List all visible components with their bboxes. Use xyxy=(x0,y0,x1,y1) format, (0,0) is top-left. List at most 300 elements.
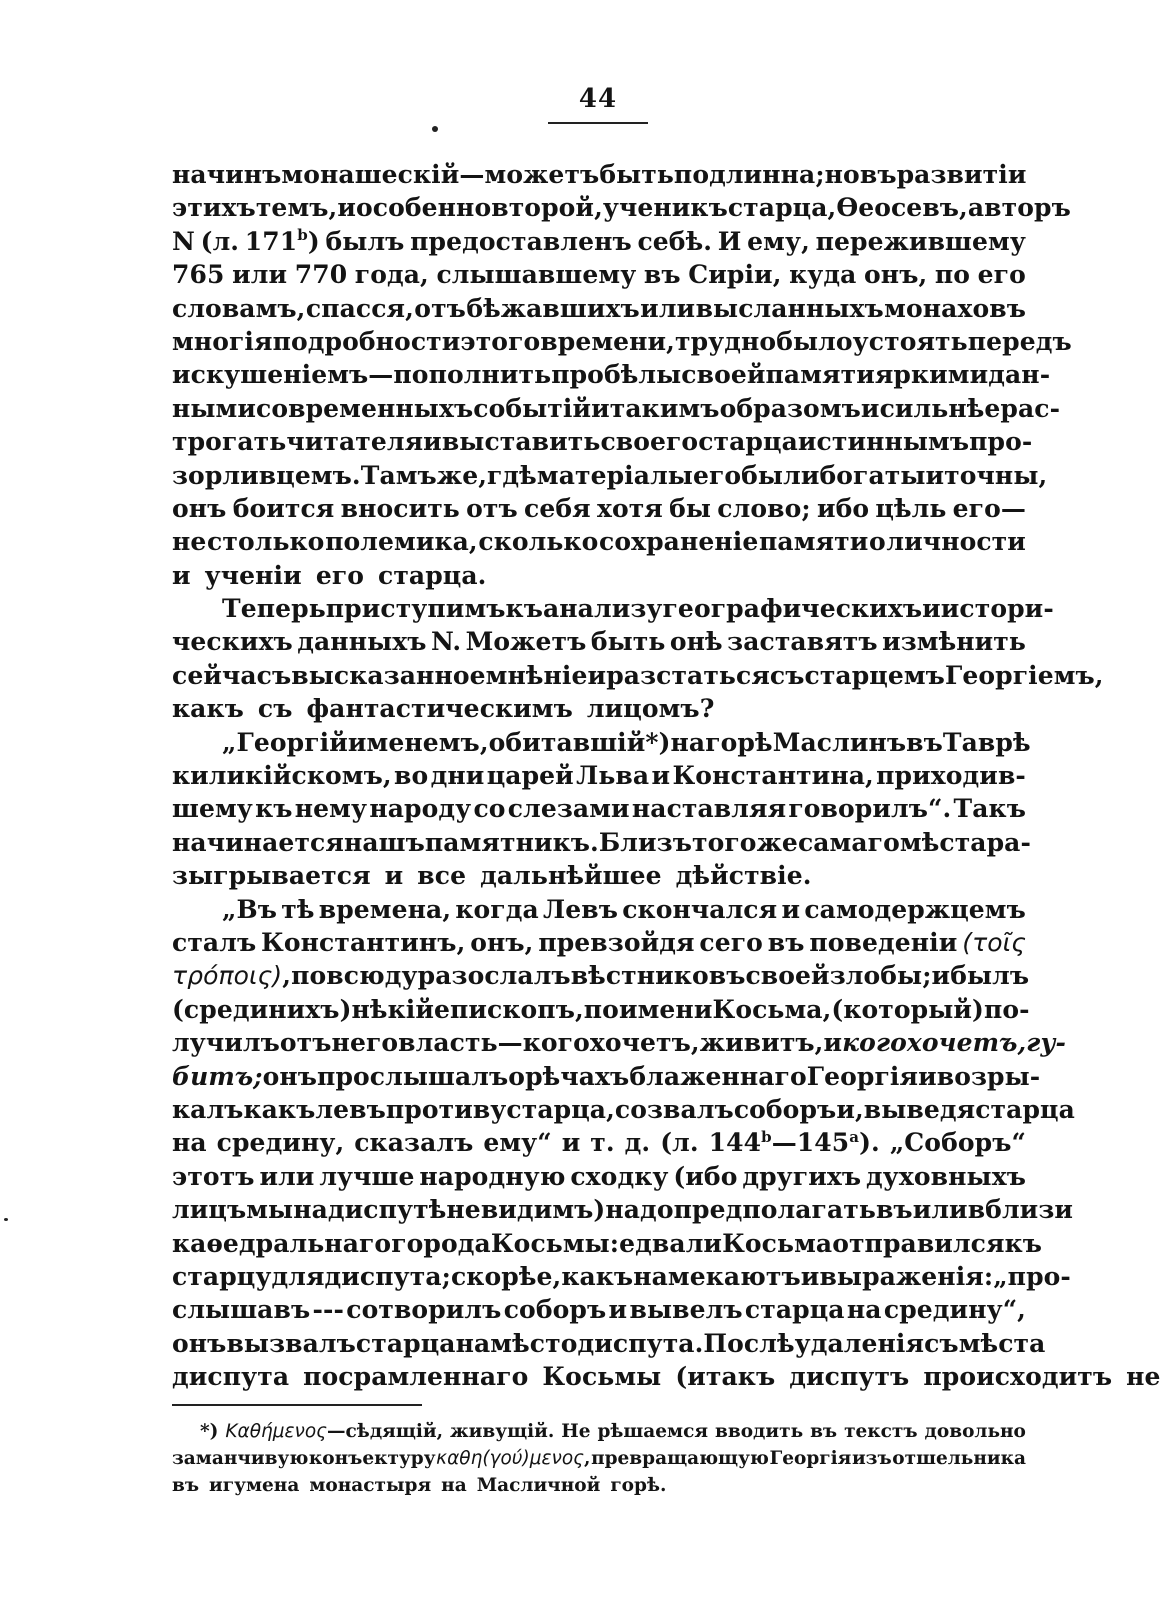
text-word: „Соборъ“ xyxy=(889,1128,1026,1158)
text-word: разослалъ xyxy=(417,961,571,991)
text-word: 765 xyxy=(172,260,225,290)
footnote-word: монастыря xyxy=(309,1475,432,1496)
text-line xyxy=(172,959,1030,992)
text-word: ибо xyxy=(816,493,870,523)
text-word: и xyxy=(925,460,945,490)
text-word: онъ xyxy=(172,493,227,523)
footnote-word: игумена xyxy=(209,1475,300,1496)
text-word: полемика, xyxy=(325,527,478,557)
text-word: старца xyxy=(698,427,798,457)
text-word: него xyxy=(331,1028,399,1058)
text-word: этихъ xyxy=(172,193,256,223)
text-word: мѣста xyxy=(958,1328,1046,1358)
text-word: во xyxy=(394,761,429,791)
text-word: какъ xyxy=(561,1261,634,1291)
text-word: каѳедральнаго xyxy=(172,1228,392,1258)
text-word: сего xyxy=(699,927,763,957)
text-word: Георгіемъ, xyxy=(944,660,1104,690)
text-word: Константина, xyxy=(672,761,874,791)
text-word: когда xyxy=(455,894,539,924)
text-word: диспутѣ xyxy=(327,1195,447,1225)
text-word: на xyxy=(172,160,207,189)
text-word: передъ xyxy=(967,326,1072,356)
text-word: т. xyxy=(590,1128,615,1158)
text-word: и xyxy=(823,1028,843,1058)
text-word: не xyxy=(172,527,207,557)
text-word: монаховъ xyxy=(884,293,1026,323)
text-word: д. xyxy=(624,1128,651,1158)
footnote-word: живущій. xyxy=(449,1421,555,1442)
text-word: отправился xyxy=(832,1228,1005,1258)
text-word: года, xyxy=(354,260,429,290)
text-word: онѣ xyxy=(669,627,723,657)
text-word: къ xyxy=(505,594,543,624)
text-word: къ xyxy=(255,794,293,824)
text-word: въ xyxy=(875,1195,913,1225)
text-word: ему, xyxy=(747,226,810,256)
text-word: были xyxy=(741,460,820,490)
text-word: посрамленнаго xyxy=(303,1362,529,1392)
text-word: рѣчахъ xyxy=(525,1061,630,1091)
text-word: старца xyxy=(355,1328,456,1358)
text-word: спасся, xyxy=(305,293,414,323)
text-word: выраженія: xyxy=(819,1261,994,1291)
text-word: приступимъ xyxy=(325,594,506,624)
text-word: рас- xyxy=(1000,393,1061,423)
text-line xyxy=(172,358,1051,391)
text-line xyxy=(172,926,1026,959)
text-word: того xyxy=(692,827,757,857)
text-word: и xyxy=(860,393,880,423)
text-word: и xyxy=(561,1128,581,1158)
text-word: едва xyxy=(619,1228,686,1258)
text-word: *) xyxy=(645,727,671,757)
text-word: онъ xyxy=(262,1061,318,1091)
text-word: разстаться xyxy=(606,660,770,690)
text-line xyxy=(172,392,1061,425)
text-word: онъ, xyxy=(864,260,928,290)
text-word: старцу xyxy=(172,1261,272,1291)
text-word: личности xyxy=(886,527,1026,557)
footnote xyxy=(172,1418,1026,1499)
text-word: наставляя xyxy=(631,794,787,824)
text-line xyxy=(172,1260,1071,1293)
text-line xyxy=(172,625,1026,658)
text-word: не xyxy=(446,1195,481,1225)
text-word: въ xyxy=(906,727,943,757)
text-word: хотя xyxy=(596,493,663,523)
text-word: соборъ xyxy=(503,1295,607,1325)
text-line xyxy=(172,525,1026,558)
text-word: и xyxy=(922,594,941,624)
text-word: вносить xyxy=(340,493,460,523)
text-word: пережившему xyxy=(815,226,1026,256)
text-word: себѣ. xyxy=(637,226,713,256)
text-word: отъ xyxy=(414,293,466,323)
ink-speck xyxy=(432,126,438,132)
text-word: этого xyxy=(460,326,541,356)
text-word: слезами xyxy=(507,794,630,824)
text-word: памяти xyxy=(765,360,875,390)
text-word: Маслинъ xyxy=(772,727,907,757)
footnote-word: рѣшаемся xyxy=(597,1421,709,1442)
text-word: N. xyxy=(431,627,462,657)
text-word: куда xyxy=(789,260,857,290)
text-line xyxy=(172,893,1026,926)
footnote-word: Καθήμενος—сѣдящій, xyxy=(225,1421,444,1442)
text-word: имени xyxy=(618,994,713,1024)
text-word: (τοῖς xyxy=(962,927,1026,957)
text-word: памяти xyxy=(759,527,869,557)
text-word: сказалъ xyxy=(354,1128,474,1158)
text-word: отъ xyxy=(279,1028,332,1058)
text-word: или xyxy=(259,1161,315,1191)
text-line xyxy=(172,859,1026,892)
text-line xyxy=(172,258,1026,291)
text-word: онъ xyxy=(172,1328,227,1358)
text-word: чинъ xyxy=(206,160,282,189)
text-word: „Георгій xyxy=(222,727,348,757)
text-word: богаты xyxy=(819,460,926,490)
text-line xyxy=(172,1227,1042,1260)
main-text xyxy=(172,158,1161,1393)
text-word: его xyxy=(692,460,742,490)
text-word: матеріалы xyxy=(536,460,693,490)
text-word: по xyxy=(934,260,971,290)
footnote-word: превращающую xyxy=(591,1448,769,1469)
text-word: сталъ xyxy=(172,927,257,957)
text-word: --- xyxy=(312,1295,344,1325)
text-word: не xyxy=(1126,1362,1161,1392)
text-word: и xyxy=(337,193,356,223)
text-word: Сиріи, xyxy=(688,260,782,290)
text-word: власть—кого xyxy=(398,1028,590,1058)
text-word: высказанное xyxy=(291,660,486,690)
footnote-word: Масличной xyxy=(476,1475,601,1496)
text-word: мнѣніе xyxy=(485,660,588,690)
text-word: епископъ, xyxy=(434,994,584,1024)
text-word: дальнѣйшее xyxy=(480,861,662,891)
text-line xyxy=(172,225,1026,258)
text-word: и xyxy=(781,894,801,924)
text-word: сходку xyxy=(570,1161,669,1191)
text-word: событій xyxy=(473,393,592,423)
footnote-word: въ xyxy=(810,1421,838,1442)
text-word: ученіи xyxy=(204,560,302,590)
text-word: противу xyxy=(385,1094,507,1124)
text-word: и xyxy=(587,660,607,690)
text-word: искушеніемъ xyxy=(172,360,369,390)
text-word: (среди xyxy=(172,994,269,1024)
text-word: и xyxy=(423,427,442,457)
text-word: ными xyxy=(172,393,257,423)
text-word: И xyxy=(717,226,742,256)
text-word: онъ, xyxy=(470,927,534,957)
text-word: его— xyxy=(952,493,1026,523)
text-word: въ xyxy=(643,260,681,290)
text-word: лучше xyxy=(319,1161,415,1191)
text-word: и xyxy=(608,1295,628,1325)
text-word: о xyxy=(869,527,886,557)
text-word: яркими xyxy=(874,360,989,390)
text-word: и xyxy=(591,393,610,423)
text-line xyxy=(172,826,1031,859)
text-word: было xyxy=(776,326,853,356)
text-word: диспута; xyxy=(324,1261,451,1291)
text-word: Льва xyxy=(576,761,650,791)
text-word: Константинъ, xyxy=(261,927,466,957)
text-word: сколько xyxy=(478,527,599,557)
text-word: современныхъ xyxy=(256,393,474,423)
text-word: гу- xyxy=(1026,1028,1066,1058)
footnote-word: конъектуру xyxy=(308,1448,436,1469)
text-word: Косьма xyxy=(722,1228,833,1258)
footnote-word: на xyxy=(441,1475,467,1496)
text-word: хочетъ, xyxy=(589,1028,700,1058)
text-word: на xyxy=(293,1195,328,1225)
text-word: вблизи xyxy=(967,1195,1074,1225)
footnote-word: горѣ. xyxy=(610,1475,667,1496)
text-word: второй, xyxy=(491,193,603,223)
text-word: развитіи xyxy=(896,160,1027,189)
text-line xyxy=(172,993,1030,1026)
text-word: выведя xyxy=(863,1094,976,1124)
text-word: столько xyxy=(207,527,325,557)
text-word: времена, xyxy=(318,894,452,924)
text-word: со xyxy=(473,794,506,824)
text-word: съ xyxy=(769,660,805,690)
text-word: самаго xyxy=(797,827,900,857)
text-word: гдѣ xyxy=(487,460,537,490)
text-line xyxy=(172,158,1026,191)
text-word: этотъ xyxy=(172,1161,255,1191)
footnote-word: текстъ xyxy=(844,1421,918,1442)
text-word: (ибо xyxy=(673,1161,738,1191)
text-word: цѣль xyxy=(875,493,947,523)
text-word: ученикъ xyxy=(602,193,728,223)
text-line xyxy=(172,559,1026,592)
text-word: образомъ xyxy=(719,393,861,423)
text-word: 171b) xyxy=(244,226,320,256)
text-line xyxy=(172,659,1104,692)
text-word: нашъ xyxy=(343,827,425,857)
footnote-word: Не xyxy=(561,1421,591,1442)
text-word: другихъ xyxy=(742,1161,862,1191)
text-word: „Въ xyxy=(222,894,277,924)
text-word: съ xyxy=(924,1328,959,1358)
text-word: или xyxy=(232,260,288,290)
text-word: хочетъ, xyxy=(906,1028,1027,1058)
text-word: зорливцемъ. xyxy=(172,460,361,490)
text-word: „про- xyxy=(993,1261,1071,1291)
text-word: прослышалъ xyxy=(317,1061,509,1091)
text-word: (итакъ xyxy=(675,1362,776,1392)
text-word: же xyxy=(756,827,798,857)
text-word: слышавъ xyxy=(172,1295,311,1325)
text-word: Можетъ xyxy=(465,627,587,657)
text-word: авторъ xyxy=(967,193,1071,223)
text-word: старца xyxy=(975,1094,1075,1124)
text-word: злобы; xyxy=(829,961,932,991)
text-word: вѣстниковъ xyxy=(570,961,746,991)
text-word: о xyxy=(508,1061,526,1091)
text-word: Близъ xyxy=(598,827,693,857)
text-line xyxy=(172,292,1026,325)
text-word: фантастическимъ xyxy=(306,694,573,724)
text-word: намекаютъ xyxy=(633,1261,801,1291)
text-word: повсюду xyxy=(291,961,418,991)
text-word: сильнѣе xyxy=(879,393,1001,423)
text-word: себя xyxy=(524,493,591,523)
text-line xyxy=(172,1160,1026,1193)
text-line xyxy=(172,1026,1066,1059)
text-word: и xyxy=(651,761,671,791)
footnote-line xyxy=(172,1418,1026,1445)
text-word: диспута xyxy=(172,1362,290,1392)
text-line xyxy=(172,1093,1075,1126)
text-word: 144b—145a). xyxy=(708,1128,880,1158)
text-word: читателя xyxy=(286,427,424,457)
text-word: лучилъ xyxy=(172,1028,280,1058)
text-word: бы xyxy=(669,493,712,523)
text-word: времени, xyxy=(540,326,675,356)
footnote-word: довольно xyxy=(924,1421,1026,1442)
text-word: старца xyxy=(744,1295,845,1325)
text-word: (л. xyxy=(200,226,240,256)
text-word: особенно xyxy=(356,193,492,223)
text-word: старца, xyxy=(506,1094,615,1124)
text-word: анализу xyxy=(542,594,663,624)
text-word: начинается xyxy=(172,827,344,857)
footnote-word: отшельника xyxy=(892,1448,1026,1469)
text-word: данныхъ xyxy=(297,627,427,657)
text-line xyxy=(172,459,1048,492)
text-word: ра- xyxy=(986,827,1031,857)
text-word: нему xyxy=(294,794,368,824)
text-word: предоставленъ xyxy=(410,226,632,256)
text-word: своего xyxy=(600,427,699,457)
text-word: на xyxy=(846,1295,882,1325)
text-word: старца. xyxy=(378,560,487,590)
text-word: слышавшему xyxy=(436,260,637,290)
text-word: народу xyxy=(369,794,472,824)
text-word: многія xyxy=(172,326,273,356)
text-word: быть xyxy=(590,627,666,657)
text-word: соборъ xyxy=(733,1094,837,1124)
text-word: — xyxy=(368,360,394,390)
text-word: лицомъ? xyxy=(586,694,715,724)
text-word: нихъ) xyxy=(268,994,352,1024)
text-word: (л. xyxy=(660,1128,699,1158)
text-word: битъ; xyxy=(172,1061,263,1091)
text-word: диспутъ xyxy=(789,1362,910,1392)
text-word: вызвалъ xyxy=(226,1328,356,1358)
text-word: на xyxy=(172,1128,207,1158)
text-line xyxy=(172,692,1026,725)
text-word: ему“ xyxy=(483,1128,552,1158)
footnote-word: изъ xyxy=(851,1448,892,1469)
text-word: вывелъ xyxy=(629,1295,743,1325)
page-number-rule xyxy=(548,122,648,124)
footnote-word: заманчивую xyxy=(172,1448,309,1469)
text-word: въ xyxy=(767,927,805,957)
text-word: боится xyxy=(232,493,335,523)
text-word: въ xyxy=(859,160,897,189)
text-word: Косьмы: xyxy=(490,1228,620,1258)
text-word: сотворилъ xyxy=(346,1295,502,1325)
text-word: устоять xyxy=(852,326,968,356)
text-word: живитъ, xyxy=(699,1028,824,1058)
text-word: или xyxy=(912,1195,968,1225)
text-word: темъ, xyxy=(255,193,338,223)
text-word: скорѣе, xyxy=(450,1261,562,1291)
text-word: истиннымъ xyxy=(797,427,970,457)
text-word: Георгія xyxy=(806,1061,919,1091)
text-word: дѣйствіе. xyxy=(675,861,812,891)
text-word: памятникъ. xyxy=(424,827,599,857)
text-word: по- xyxy=(983,994,1030,1024)
text-word: ческихъ xyxy=(172,627,293,657)
text-word: мы xyxy=(246,1195,294,1225)
text-word: дни xyxy=(430,761,485,791)
text-word: и xyxy=(172,560,191,590)
text-word: его xyxy=(315,560,365,590)
text-word: быть xyxy=(599,160,674,189)
text-word: своей xyxy=(745,961,830,991)
text-line xyxy=(172,191,1071,224)
text-word: пополнить xyxy=(393,360,552,390)
text-word: шему xyxy=(172,794,253,824)
text-line xyxy=(172,759,1026,792)
text-word: былъ xyxy=(325,226,405,256)
text-line xyxy=(172,1193,1074,1226)
text-word: трогать xyxy=(172,427,287,457)
text-word: духовныхъ xyxy=(866,1161,1026,1191)
text-word: трудно xyxy=(675,326,777,356)
text-word: ли xyxy=(685,1228,723,1258)
text-word: скончался xyxy=(622,894,778,924)
text-word: средину“, xyxy=(883,1295,1026,1325)
text-word: и, xyxy=(836,1094,864,1124)
footnote-word: вводить xyxy=(715,1421,804,1442)
text-word: возры- xyxy=(936,1061,1041,1091)
text-word: диспута. xyxy=(577,1328,704,1358)
text-word: былъ xyxy=(950,961,1030,991)
text-word: Таврѣ xyxy=(942,727,1031,757)
text-word: подробности xyxy=(272,326,461,356)
text-word: Теперь xyxy=(222,594,326,624)
text-word: тѣ xyxy=(281,894,315,924)
text-word: обитавшій xyxy=(488,727,646,757)
text-word: старца, xyxy=(727,193,837,223)
text-word: и xyxy=(931,961,951,991)
footnote-word: въ xyxy=(172,1475,200,1496)
text-word: лицъ xyxy=(172,1195,247,1225)
text-word: слово; xyxy=(717,493,811,523)
text-word: какъ xyxy=(243,1094,316,1124)
text-word: Левъ xyxy=(543,894,618,924)
text-word: но xyxy=(824,160,860,189)
text-word: превзойдя xyxy=(538,927,695,957)
text-word: созвалъ xyxy=(614,1094,734,1124)
text-line xyxy=(172,1126,1026,1159)
text-word: и xyxy=(384,861,404,891)
text-line xyxy=(172,592,1054,625)
text-word: къ xyxy=(1004,1228,1042,1258)
text-word: зыгрывается xyxy=(172,861,371,891)
text-word: Тамъ xyxy=(360,460,437,490)
text-word: отъ xyxy=(466,493,518,523)
